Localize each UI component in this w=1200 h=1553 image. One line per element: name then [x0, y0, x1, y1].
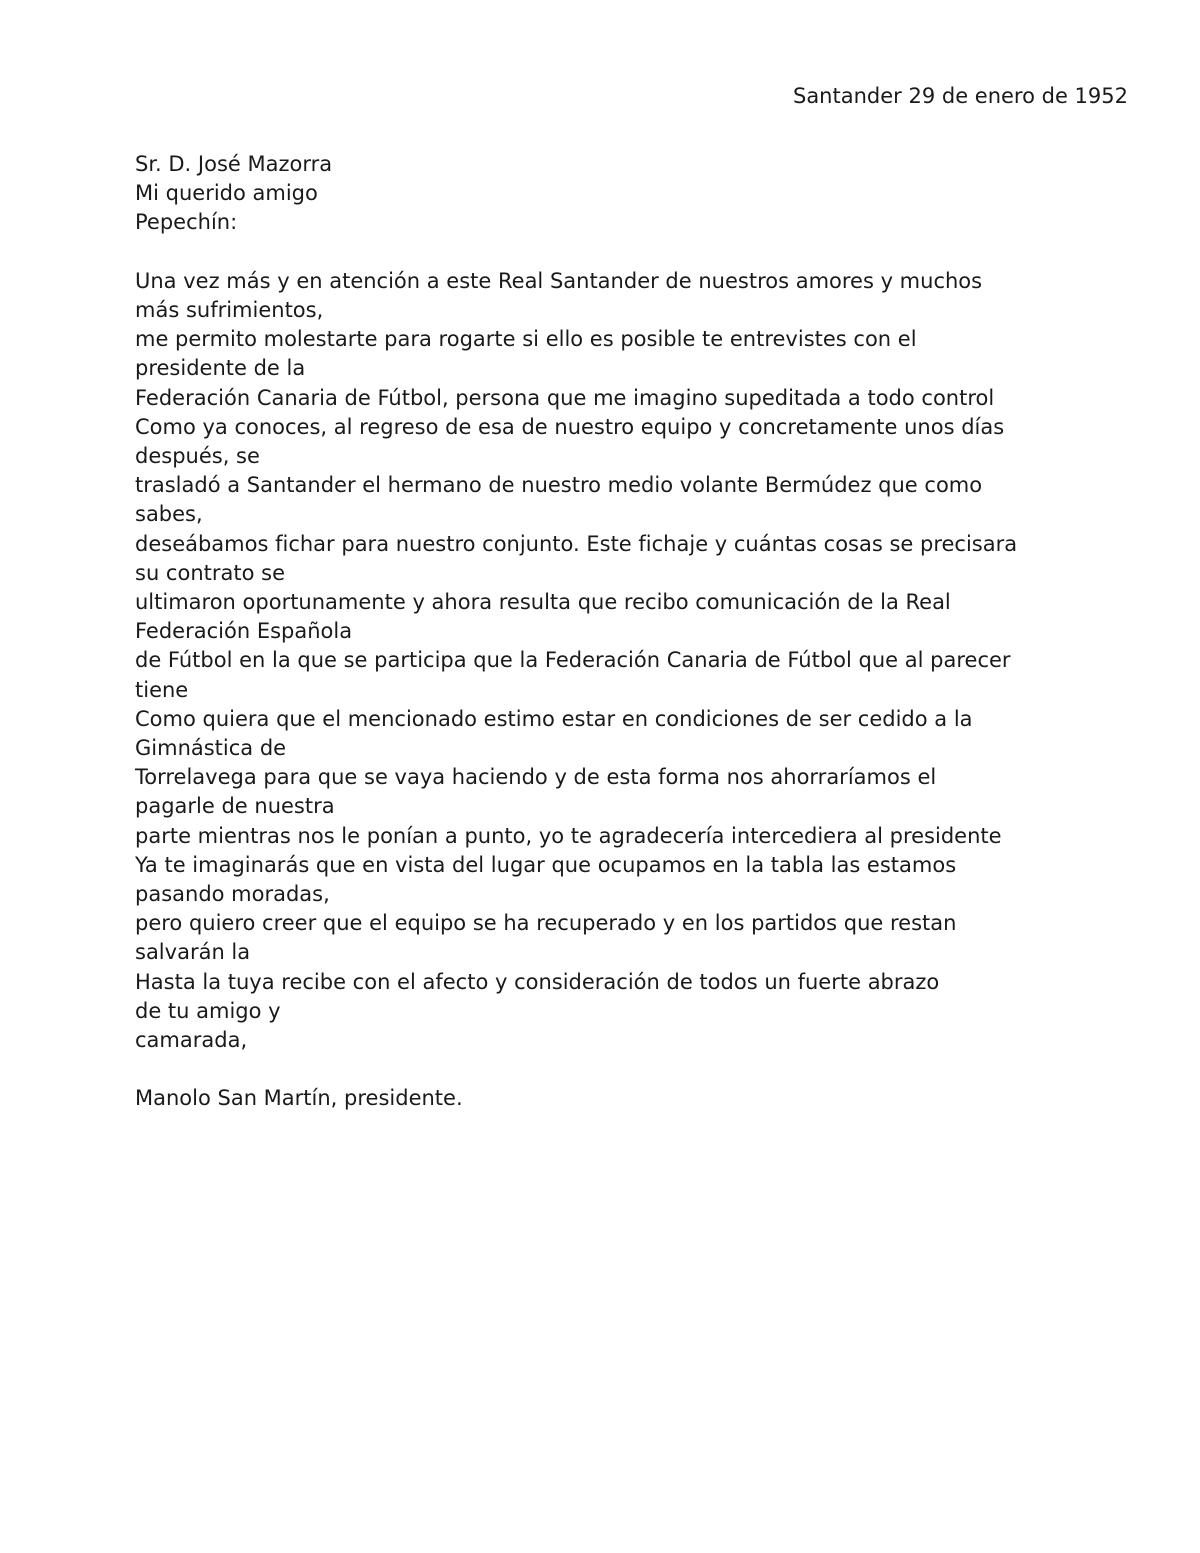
body-line: pasando moradas,	[135, 882, 330, 907]
body-line: sabes,	[135, 502, 203, 527]
body-line: parte mientras nos le ponían a punto, yo te agradecería intercediera al presidente	[135, 823, 1002, 848]
salutation-line-nickname: Pepechín:	[135, 210, 238, 235]
salutation-body-spacer	[135, 238, 1135, 267]
body-line: Como ya conoces, al regreso de esa de nuestro equipo y concretamente unos días	[135, 414, 1005, 439]
body-line: Federación Española	[135, 619, 353, 644]
body-line: de Fútbol en la que se participa que la Federación Canaria de Fútbol que al parecer	[135, 648, 1011, 673]
body-line: Hasta la tuya recibe con el afecto y consideración de todos un fuerte abrazo	[135, 969, 940, 994]
body-line: de tu amigo y	[135, 998, 281, 1023]
body-line: ultimaron oportunamente y ahora resulta que recibo comunicación de la Real	[135, 590, 951, 615]
date-header: Santander 29 de enero de 1952	[792, 84, 1128, 108]
body-line: salvarán la	[135, 940, 251, 965]
body-line: Federación Canaria de Fútbol, persona que me imagino supeditada a todo control	[135, 385, 995, 410]
salutation-block	[135, 150, 1135, 238]
body-line: pagarle de nuestra	[135, 794, 335, 819]
body-line: Gimnástica de	[135, 736, 287, 761]
body-line: me permito molestarte para rogarte si ello es posible te entrevistes con el	[135, 327, 917, 352]
body-line: Una vez más y en atención a este Real Santander de nuestros amores y muchos	[135, 268, 983, 293]
body-line: trasladó a Santander el hermano de nuestro medio volante Bermúdez que como	[135, 473, 983, 498]
salutation-line-greeting: Mi querido amigo	[135, 181, 318, 206]
signature-block	[135, 1084, 1135, 1113]
body-block	[135, 267, 1135, 1055]
body-line: después, se	[135, 444, 260, 469]
salutation-line-recipient: Sr. D. José Mazorra	[135, 152, 333, 176]
body-line: deseábamos fichar para nuestro conjunto. Este fichaje y cuántas cosas se precisara	[135, 531, 1018, 556]
body-line: presidente de la	[135, 356, 306, 381]
body-signature-spacer	[135, 1055, 1135, 1084]
body-line: Torrelavega para que se vaya haciendo y de esta forma nos ahorraríamos el	[135, 765, 937, 790]
body-line: pero quiero creer que el equipo se ha recuperado y en los partidos que restan	[135, 911, 957, 936]
body-line: Como quiera que el mencionado estimo estar en condiciones de ser cedido a la	[135, 706, 973, 731]
body-line: su contrato se	[135, 560, 285, 585]
body-line: Ya te imaginarás que en vista del lugar que ocupamos en la tabla las estamos	[135, 852, 957, 877]
signature-line: Manolo San Martín, presidente.	[135, 1086, 463, 1111]
body-line: tiene	[135, 677, 189, 702]
body-line: camarada,	[135, 1028, 248, 1053]
body-line: más sufrimientos,	[135, 298, 324, 322]
letter-body	[135, 150, 1135, 1114]
